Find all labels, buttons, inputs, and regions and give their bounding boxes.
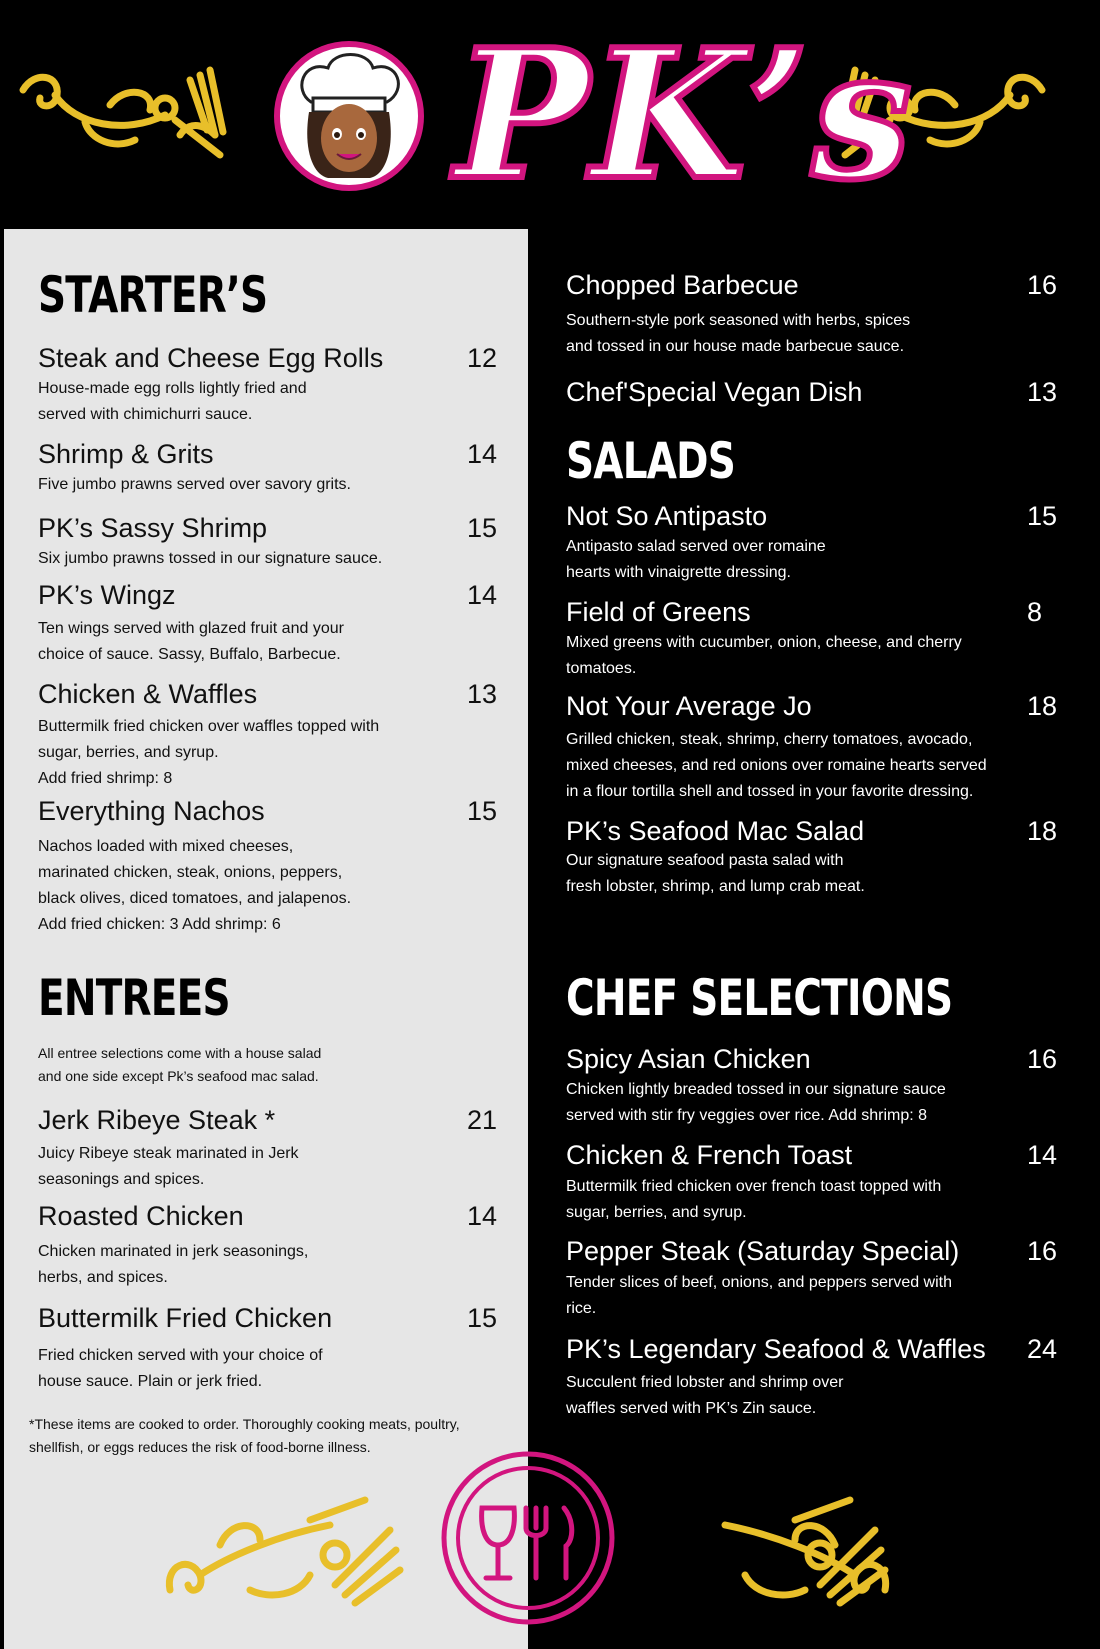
item-description: Fried chicken served with your choice of house sauce. Plain or jerk fried. [38, 1347, 323, 1390]
item-price: 15 [1027, 501, 1058, 531]
section-title-starters: STARTER’S [38, 266, 268, 324]
item-name: Jerk Ribeye Steak * [38, 1105, 276, 1135]
item-name: PK’s Wingz [38, 580, 176, 610]
item-description: Chicken marinated in jerk seasonings, herbs, and spices. [38, 1243, 309, 1286]
item-price: 8 [1027, 597, 1043, 627]
item-description: Succulent fried lobster and shrimp over waffles served with PK’s Zin sauce. [566, 1374, 844, 1417]
item-name: Chopped Barbecue [566, 270, 799, 300]
item-name: Shrimp & Grits [38, 439, 214, 469]
item-description: Southern-style pork seasoned with herbs, spices and tossed in our house made barbecue sauce. [566, 312, 911, 355]
gold-flourish-bottom-left-icon [160, 1495, 410, 1615]
item-name: Not So Antipasto [566, 501, 768, 531]
item-name: Steak and Cheese Egg Rolls [38, 343, 384, 373]
item-price: 16 [1027, 1044, 1058, 1074]
item-description: Mixed greens with cucumber, onion, cheese, and cherry tomatoes. [566, 634, 962, 677]
item-description: Five jumbo prawns served over savory grits. [38, 476, 351, 493]
item-name: Everything Nachos [38, 796, 265, 826]
item-price: 13 [467, 679, 498, 709]
item-description: Antipasto salad served over romaine hearts with vinaigrette dressing. [566, 538, 826, 581]
item-name: PK’s Legendary Seafood & Waffles [566, 1334, 986, 1364]
item-price: 14 [1027, 1140, 1058, 1170]
entrees-note: All entree selections come with a house salad and one side except Pk’s seafood mac salad. [38, 1045, 322, 1084]
item-description: Nachos loaded with mixed cheeses, marinated chicken, steak, onions, peppers, black olives, diced tomatoes, and jalapenos. Add fried chicken: 3 Add shrimp: 6 [38, 838, 352, 933]
item-name: Chef'Special Vegan Dish [566, 377, 863, 407]
item-price: 21 [467, 1105, 498, 1135]
item-price: 24 [1027, 1334, 1058, 1364]
item-description: Buttermilk fried chicken over french toast topped with sugar, berries, and syrup. [566, 1178, 942, 1221]
item-price: 18 [1027, 816, 1058, 846]
item-name: Chicken & Waffles [38, 679, 258, 709]
wine-glass-fork-knife-icon [440, 1450, 616, 1626]
item-description: House-made egg rolls lightly fried and served with chimichurri sauce. [38, 380, 307, 423]
item-price: 15 [467, 1303, 498, 1333]
item-price: 16 [1027, 270, 1058, 300]
item-name: Spicy Asian Chicken [566, 1044, 811, 1074]
item-description: Tender slices of beef, onions, and peppers served with rice. [566, 1274, 953, 1317]
item-name: Pepper Steak (Saturday Special) [566, 1236, 960, 1266]
item-price: 15 [467, 513, 498, 543]
food-safety-disclaimer: *These items are cooked to order. Thoroughly cooking meats, poultry, shellfish, or eggs reduces the risk of food-borne illness. [29, 1416, 460, 1455]
item-description: Buttermilk fried chicken over waffles topped with sugar, berries, and syrup. Add fried shrimp: 8 [38, 718, 380, 787]
left-column [0, 0, 528, 1649]
item-price: 13 [1027, 377, 1058, 407]
item-name: PK’s Sassy Shrimp [38, 513, 268, 543]
item-name: Buttermilk Fried Chicken [38, 1303, 333, 1333]
item-description: Chicken lightly breaded tossed in our signature sauce served with stir fry veggies over rice. Add shrimp: 8 [566, 1081, 946, 1124]
section-title-entrees: ENTREES [38, 969, 230, 1027]
item-description: Our signature seafood pasta salad with fresh lobster, shrimp, and lump crab meat. [566, 852, 865, 895]
gold-flourish-bottom-right-icon [645, 1495, 895, 1615]
item-price: 14 [467, 580, 498, 610]
item-price: 16 [1027, 1236, 1058, 1266]
item-description: Ten wings served with glazed fruit and your choice of sauce. Sassy, Buffalo, Barbecue. [38, 620, 344, 663]
section-title-chef-selections: CHEF SELECTIONS [566, 969, 953, 1027]
item-price: 15 [467, 796, 498, 826]
item-price: 14 [467, 439, 498, 469]
item-description: Six jumbo prawns tossed in our signature sauce. [38, 550, 383, 567]
right-column [528, 0, 1100, 1649]
item-name: PK’s Seafood Mac Salad [566, 816, 865, 846]
item-name: Field of Greens [566, 597, 751, 627]
brand-logo-text: PK’s [455, 10, 914, 219]
item-price: 14 [467, 1201, 498, 1231]
item-price: 12 [467, 343, 498, 373]
item-description: Juicy Ribeye steak marinated in Jerk seasonings and spices. [38, 1145, 299, 1188]
item-description: Grilled chicken, steak, shrimp, cherry tomatoes, avocado, mixed cheeses, and red onions over romaine hearts served in a flour tortilla shell and tossed in your favorite dressing. [566, 731, 987, 800]
item-name: Roasted Chicken [38, 1201, 244, 1231]
item-price: 18 [1027, 691, 1058, 721]
item-name: Chicken & French Toast [566, 1140, 853, 1170]
section-title-salads: SALADS [566, 432, 736, 490]
item-name: Not Your Average Jo [566, 691, 812, 721]
